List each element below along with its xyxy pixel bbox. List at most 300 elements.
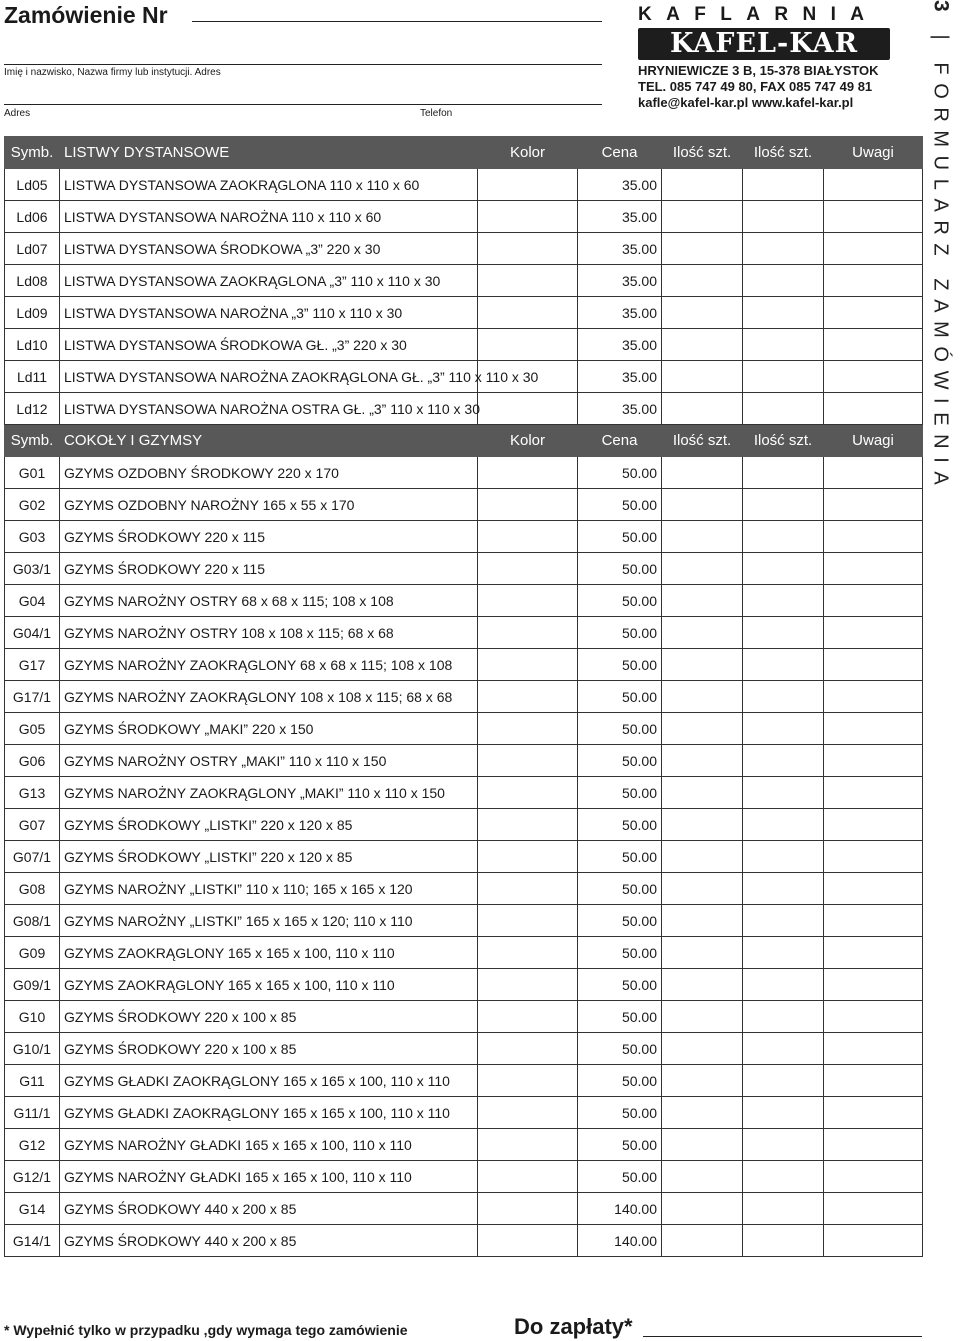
product-name-cell: GZYMS ŚRODKOWY „LISTKI” 220 x 120 x 85	[60, 809, 478, 841]
qty2-cell[interactable]	[743, 841, 824, 873]
notes-cell[interactable]	[824, 361, 923, 393]
qty2-cell[interactable]	[743, 393, 824, 425]
company-logo: KAFEL-KAR	[638, 28, 890, 60]
qty1-cell[interactable]	[662, 649, 743, 681]
price-cell: 50.00	[578, 1065, 662, 1097]
symbol-cell: G17/1	[5, 681, 60, 713]
color-cell[interactable]	[478, 1033, 578, 1065]
table-row	[5, 361, 923, 393]
color-cell[interactable]	[478, 1097, 578, 1129]
product-name-cell: GZYMS NAROŻNY OSTRY 68 x 68 x 115; 108 x 108	[60, 585, 478, 617]
qty1-cell[interactable]	[662, 873, 743, 905]
color-cell[interactable]	[478, 265, 578, 297]
price-cell: 50.00	[578, 649, 662, 681]
qty1-cell[interactable]	[662, 201, 743, 233]
qty2-cell[interactable]	[743, 809, 824, 841]
company-spaced-name: KAFLARNIA	[638, 4, 879, 25]
color-cell[interactable]	[478, 489, 578, 521]
symbol-cell: G07/1	[5, 841, 60, 873]
price-cell: 140.00	[578, 1225, 662, 1257]
table-row	[5, 649, 923, 681]
symbol-cell: G12/1	[5, 1161, 60, 1193]
qty2-cell[interactable]	[743, 905, 824, 937]
price-cell: 50.00	[578, 713, 662, 745]
qty2-cell[interactable]	[743, 937, 824, 969]
color-cell[interactable]	[478, 393, 578, 425]
table-row	[5, 1001, 923, 1033]
qty1-cell[interactable]	[662, 329, 743, 361]
symbol-cell: G11	[5, 1065, 60, 1097]
price-cell: 50.00	[578, 1001, 662, 1033]
qty2-cell[interactable]	[743, 585, 824, 617]
qty1-cell[interactable]	[662, 937, 743, 969]
notes-cell[interactable]	[824, 329, 923, 361]
color-cell[interactable]	[478, 169, 578, 201]
qty2-cell[interactable]	[743, 1097, 824, 1129]
product-name-cell: GZYMS NAROŻNY ZAOKRĄGLONY „MAKI” 110 x 110 x 150	[60, 777, 478, 809]
price-cell: 50.00	[578, 969, 662, 1001]
qty2-cell[interactable]	[743, 457, 824, 489]
qty2-cell[interactable]	[743, 1225, 824, 1257]
symbol-cell: G14/1	[5, 1225, 60, 1257]
table-row	[5, 265, 923, 297]
notes-cell[interactable]	[824, 489, 923, 521]
product-name-cell: GZYMS ZAOKRĄGLONY 165 x 165 x 100, 110 x 110	[60, 969, 478, 1001]
qty2-column-header: Ilość szt.	[743, 425, 824, 457]
qty2-cell[interactable]	[743, 1193, 824, 1225]
phone-label: Telefon	[420, 108, 453, 119]
qty1-cell[interactable]	[662, 297, 743, 329]
qty2-cell[interactable]	[743, 745, 824, 777]
table-row	[5, 489, 923, 521]
product-name-cell: GZYMS ŚRODKOWY „LISTKI” 220 x 120 x 85	[60, 841, 478, 873]
symbol-cell: G03	[5, 521, 60, 553]
qty2-cell[interactable]	[743, 1001, 824, 1033]
order-number-field[interactable]	[192, 21, 602, 22]
qty1-cell[interactable]	[662, 713, 743, 745]
company-address: HRYNIEWICZE 3 B, 15-378 BIAŁYSTOK	[638, 63, 879, 78]
color-cell[interactable]	[478, 969, 578, 1001]
color-cell[interactable]	[478, 585, 578, 617]
product-name-cell: LISTWA DYSTANSOWA NAROŻNA OSTRA GŁ. „3” 110 x 110 x 30	[60, 393, 478, 425]
symbol-cell: G08	[5, 873, 60, 905]
color-cell[interactable]	[478, 809, 578, 841]
color-cell[interactable]	[478, 1161, 578, 1193]
product-name-cell: GZYMS GŁADKI ZAOKRĄGLONY 165 x 165 x 100, 110 x 110	[60, 1065, 478, 1097]
product-name-cell: GZYMS ŚRODKOWY 220 x 100 x 85	[60, 1001, 478, 1033]
notes-cell[interactable]	[824, 1097, 923, 1129]
price-cell: 50.00	[578, 521, 662, 553]
symbol-column-header: Symb.	[5, 425, 60, 457]
product-name-cell: GZYMS NAROŻNY ZAOKRĄGLONY 68 x 68 x 115; 108 x 108	[60, 649, 478, 681]
qty1-cell[interactable]	[662, 233, 743, 265]
price-cell: 50.00	[578, 1097, 662, 1129]
qty1-cell[interactable]	[662, 393, 743, 425]
section-title: LISTWY DYSTANSOWE	[60, 137, 478, 169]
to-pay-label: Do zapłaty*	[514, 1314, 633, 1339]
notes-cell[interactable]	[824, 649, 923, 681]
table-row	[5, 809, 923, 841]
table-row	[5, 169, 923, 201]
price-cell: 50.00	[578, 617, 662, 649]
product-name-cell: GZYMS NAROŻNY OSTRY 108 x 108 x 115; 68 x 68	[60, 617, 478, 649]
price-cell: 35.00	[578, 201, 662, 233]
symbol-cell: Ld07	[5, 233, 60, 265]
qty2-cell[interactable]	[743, 265, 824, 297]
table-row	[5, 521, 923, 553]
qty1-column-header: Ilość szt.	[662, 137, 743, 169]
symbol-cell: G02	[5, 489, 60, 521]
notes-cell[interactable]	[824, 745, 923, 777]
table-row	[5, 873, 923, 905]
notes-cell[interactable]	[824, 713, 923, 745]
qty2-cell[interactable]	[743, 713, 824, 745]
product-name-cell: LISTWA DYSTANSOWA ŚRODKOWA GŁ. „3” 220 x 30	[60, 329, 478, 361]
symbol-cell: G06	[5, 745, 60, 777]
price-cell: 50.00	[578, 873, 662, 905]
notes-cell[interactable]	[824, 201, 923, 233]
color-cell[interactable]	[478, 1193, 578, 1225]
table-row	[5, 329, 923, 361]
notes-cell[interactable]	[824, 681, 923, 713]
form-number: 3	[929, 0, 953, 21]
qty2-cell[interactable]	[743, 489, 824, 521]
product-name-cell: LISTWA DYSTANSOWA NAROŻNA „3” 110 x 110 x 30	[60, 297, 478, 329]
form-name: | FORMULARZ ZAMÓWIENIA	[929, 34, 952, 494]
company-block	[638, 4, 900, 111]
symbol-cell: G17	[5, 649, 60, 681]
qty2-cell[interactable]	[743, 297, 824, 329]
product-name-cell: GZYMS ŚRODKOWY „MAKI” 220 x 150	[60, 713, 478, 745]
qty1-cell[interactable]	[662, 841, 743, 873]
symbol-cell: G09/1	[5, 969, 60, 1001]
page-title: Zamówienie Nr	[4, 2, 168, 28]
address-field[interactable]	[4, 104, 602, 105]
product-name-cell: GZYMS ŚRODKOWY 220 x 100 x 85	[60, 1033, 478, 1065]
notes-cell[interactable]	[824, 297, 923, 329]
notes-cell[interactable]	[824, 969, 923, 1001]
color-cell[interactable]	[478, 457, 578, 489]
notes-cell[interactable]	[824, 169, 923, 201]
notes-cell[interactable]	[824, 1225, 923, 1257]
symbol-cell: G03/1	[5, 553, 60, 585]
table-row	[5, 1097, 923, 1129]
qty1-cell[interactable]	[662, 489, 743, 521]
qty1-cell[interactable]	[662, 169, 743, 201]
color-cell[interactable]	[478, 649, 578, 681]
qty2-cell[interactable]	[743, 233, 824, 265]
product-name-cell: GZYMS ŚRODKOWY 220 x 115	[60, 553, 478, 585]
qty1-cell[interactable]	[662, 1097, 743, 1129]
qty2-cell[interactable]	[743, 777, 824, 809]
symbol-cell: G04	[5, 585, 60, 617]
qty1-cell[interactable]	[662, 265, 743, 297]
notes-column-header: Uwagi	[824, 425, 923, 457]
notes-cell[interactable]	[824, 873, 923, 905]
symbol-cell: Ld06	[5, 201, 60, 233]
notes-cell[interactable]	[824, 585, 923, 617]
table-row	[5, 553, 923, 585]
qty1-cell[interactable]	[662, 1225, 743, 1257]
color-cell[interactable]	[478, 297, 578, 329]
qty2-cell[interactable]	[743, 1033, 824, 1065]
color-cell[interactable]	[478, 1225, 578, 1257]
qty1-cell[interactable]	[662, 1001, 743, 1033]
price-cell: 50.00	[578, 745, 662, 777]
symbol-cell: Ld12	[5, 393, 60, 425]
qty1-cell[interactable]	[662, 809, 743, 841]
table-row	[5, 969, 923, 1001]
qty2-cell[interactable]	[743, 969, 824, 1001]
side-form-label	[921, 0, 960, 560]
product-name-cell: GZYMS NAROŻNY „LISTKI” 110 x 110; 165 x 165 x 120	[60, 873, 478, 905]
price-cell: 50.00	[578, 777, 662, 809]
symbol-cell: G10	[5, 1001, 60, 1033]
product-name-cell: GZYMS ZAOKRĄGLONY 165 x 165 x 100, 110 x 110	[60, 937, 478, 969]
table-row	[5, 937, 923, 969]
company-phones: TEL. 085 747 49 80, FAX 085 747 49 81	[638, 79, 873, 94]
price-cell: 140.00	[578, 1193, 662, 1225]
symbol-cell: Ld05	[5, 169, 60, 201]
qty2-cell[interactable]	[743, 1065, 824, 1097]
section-header	[5, 137, 923, 169]
notes-cell[interactable]	[824, 905, 923, 937]
qty1-cell[interactable]	[662, 777, 743, 809]
qty2-cell[interactable]	[743, 873, 824, 905]
table-row	[5, 681, 923, 713]
price-cell: 50.00	[578, 681, 662, 713]
qty1-column-header: Ilość szt.	[662, 425, 743, 457]
notes-cell[interactable]	[824, 521, 923, 553]
color-column-header: Kolor	[478, 425, 578, 457]
table-row	[5, 585, 923, 617]
notes-cell[interactable]	[824, 777, 923, 809]
qty2-column-header: Ilość szt.	[743, 137, 824, 169]
symbol-cell: G11/1	[5, 1097, 60, 1129]
qty2-cell[interactable]	[743, 681, 824, 713]
section-header	[5, 425, 923, 457]
color-cell[interactable]	[478, 521, 578, 553]
color-cell[interactable]	[478, 617, 578, 649]
qty1-cell[interactable]	[662, 1161, 743, 1193]
product-name-cell: LISTWA DYSTANSOWA NAROŻNA ZAOKRĄGLONA GŁ. „3” 110 x 110 x 30	[60, 361, 478, 393]
symbol-cell: Ld11	[5, 361, 60, 393]
table-row	[5, 1065, 923, 1097]
product-name-cell: GZYMS NAROŻNY „LISTKI” 165 x 165 x 120; 110 x 110	[60, 905, 478, 937]
order-title-row	[4, 0, 602, 30]
address-label: Adres	[4, 108, 31, 119]
notes-cell[interactable]	[824, 265, 923, 297]
price-cell: 50.00	[578, 585, 662, 617]
section-title: COKOŁY I GZYMSY	[60, 425, 478, 457]
color-cell[interactable]	[478, 745, 578, 777]
notes-cell[interactable]	[824, 841, 923, 873]
qty1-cell[interactable]	[662, 521, 743, 553]
table-row	[5, 777, 923, 809]
symbol-cell: G04/1	[5, 617, 60, 649]
notes-cell[interactable]	[824, 233, 923, 265]
product-name-cell: GZYMS ŚRODKOWY 440 x 200 x 85	[60, 1225, 478, 1257]
color-cell[interactable]	[478, 777, 578, 809]
color-cell[interactable]	[478, 841, 578, 873]
symbol-cell: G07	[5, 809, 60, 841]
symbol-cell: G05	[5, 713, 60, 745]
qty2-cell[interactable]	[743, 329, 824, 361]
price-cell: 50.00	[578, 1129, 662, 1161]
table-row	[5, 233, 923, 265]
price-cell: 50.00	[578, 937, 662, 969]
qty1-cell[interactable]	[662, 905, 743, 937]
table-row	[5, 1193, 923, 1225]
order-table	[4, 136, 923, 1257]
notes-cell[interactable]	[824, 617, 923, 649]
color-cell[interactable]	[478, 233, 578, 265]
qty1-cell[interactable]	[662, 361, 743, 393]
table-row	[5, 841, 923, 873]
name-label: Imię i nazwisko, Nazwa firmy lub instytucji. Adres	[4, 67, 221, 78]
symbol-cell: G09	[5, 937, 60, 969]
table-row	[5, 745, 923, 777]
table-row	[5, 393, 923, 425]
qty2-cell[interactable]	[743, 521, 824, 553]
notes-cell[interactable]	[824, 1033, 923, 1065]
to-pay-field[interactable]	[643, 1336, 922, 1337]
qty1-cell[interactable]	[662, 1065, 743, 1097]
symbol-cell: G08/1	[5, 905, 60, 937]
price-cell: 50.00	[578, 489, 662, 521]
table-row	[5, 1129, 923, 1161]
qty1-cell[interactable]	[662, 1193, 743, 1225]
qty1-cell[interactable]	[662, 681, 743, 713]
symbol-column-header: Symb.	[5, 137, 60, 169]
qty1-cell[interactable]	[662, 745, 743, 777]
notes-column-header: Uwagi	[824, 137, 923, 169]
notes-cell[interactable]	[824, 457, 923, 489]
price-cell: 50.00	[578, 809, 662, 841]
product-name-cell: GZYMS ŚRODKOWY 440 x 200 x 85	[60, 1193, 478, 1225]
color-cell[interactable]	[478, 1065, 578, 1097]
color-cell[interactable]	[478, 713, 578, 745]
qty2-cell[interactable]	[743, 169, 824, 201]
price-column-header: Cena	[578, 137, 662, 169]
price-cell: 50.00	[578, 841, 662, 873]
color-cell[interactable]	[478, 873, 578, 905]
notes-cell[interactable]	[824, 809, 923, 841]
product-name-cell: GZYMS NAROŻNY GŁADKI 165 x 165 x 100, 110 x 110	[60, 1161, 478, 1193]
company-contact: kafle@kafel-kar.pl www.kafel-kar.pl	[638, 95, 854, 110]
name-field[interactable]	[4, 64, 602, 65]
table-row	[5, 1225, 923, 1257]
table-row	[5, 1161, 923, 1193]
notes-cell[interactable]	[824, 937, 923, 969]
notes-cell[interactable]	[824, 1001, 923, 1033]
table-row	[5, 1033, 923, 1065]
qty1-cell[interactable]	[662, 553, 743, 585]
symbol-cell: G14	[5, 1193, 60, 1225]
price-cell: 35.00	[578, 265, 662, 297]
qty1-cell[interactable]	[662, 1129, 743, 1161]
product-name-cell: LISTWA DYSTANSOWA ZAOKRĄGLONA 110 x 110 x 60	[60, 169, 478, 201]
price-cell: 50.00	[578, 1033, 662, 1065]
symbol-cell: G10/1	[5, 1033, 60, 1065]
product-name-cell: GZYMS NAROŻNY ZAOKRĄGLONY 108 x 108 x 115; 68 x 68	[60, 681, 478, 713]
product-name-cell: LISTWA DYSTANSOWA NAROŻNA 110 x 110 x 60	[60, 201, 478, 233]
symbol-cell: Ld09	[5, 297, 60, 329]
table-row	[5, 201, 923, 233]
price-cell: 35.00	[578, 329, 662, 361]
notes-cell[interactable]	[824, 553, 923, 585]
notes-cell[interactable]	[824, 1193, 923, 1225]
product-name-cell: GZYMS OZDOBNY NAROŻNY 165 x 55 x 170	[60, 489, 478, 521]
symbol-cell: Ld10	[5, 329, 60, 361]
product-name-cell: GZYMS NAROŻNY GŁADKI 165 x 165 x 100, 110 x 110	[60, 1129, 478, 1161]
color-column-header: Kolor	[478, 137, 578, 169]
price-cell: 35.00	[578, 361, 662, 393]
color-cell[interactable]	[478, 329, 578, 361]
table-row	[5, 905, 923, 937]
symbol-cell: G13	[5, 777, 60, 809]
color-cell[interactable]	[478, 1129, 578, 1161]
notes-cell[interactable]	[824, 1161, 923, 1193]
price-cell: 35.00	[578, 169, 662, 201]
price-cell: 35.00	[578, 297, 662, 329]
qty1-cell[interactable]	[662, 457, 743, 489]
table-row	[5, 297, 923, 329]
product-name-cell: GZYMS GŁADKI ZAOKRĄGLONY 165 x 165 x 100, 110 x 110	[60, 1097, 478, 1129]
color-cell[interactable]	[478, 905, 578, 937]
price-column-header: Cena	[578, 425, 662, 457]
qty1-cell[interactable]	[662, 585, 743, 617]
color-cell[interactable]	[478, 1001, 578, 1033]
notes-cell[interactable]	[824, 1065, 923, 1097]
qty2-cell[interactable]	[743, 1161, 824, 1193]
table-row	[5, 713, 923, 745]
qty1-cell[interactable]	[662, 617, 743, 649]
table-row	[5, 617, 923, 649]
qty2-cell[interactable]	[743, 617, 824, 649]
product-name-cell: LISTWA DYSTANSOWA ZAOKRĄGLONA „3” 110 x 110 x 30	[60, 265, 478, 297]
symbol-cell: Ld08	[5, 265, 60, 297]
price-cell: 50.00	[578, 457, 662, 489]
color-cell[interactable]	[478, 937, 578, 969]
price-cell: 50.00	[578, 905, 662, 937]
qty2-cell[interactable]	[743, 201, 824, 233]
footnote: * Wypełnić tylko w przypadku ,gdy wymaga tego zamówienie	[4, 1322, 408, 1338]
table-row	[5, 457, 923, 489]
qty1-cell[interactable]	[662, 1033, 743, 1065]
price-cell: 35.00	[578, 233, 662, 265]
price-cell: 50.00	[578, 553, 662, 585]
product-name-cell: GZYMS ŚRODKOWY 220 x 115	[60, 521, 478, 553]
notes-cell[interactable]	[824, 393, 923, 425]
symbol-cell: G12	[5, 1129, 60, 1161]
qty2-cell[interactable]	[743, 361, 824, 393]
qty1-cell[interactable]	[662, 969, 743, 1001]
price-cell: 50.00	[578, 1161, 662, 1193]
product-name-cell: LISTWA DYSTANSOWA ŚRODKOWA „3” 220 x 30	[60, 233, 478, 265]
qty2-cell[interactable]	[743, 1129, 824, 1161]
color-cell[interactable]	[478, 553, 578, 585]
qty2-cell[interactable]	[743, 649, 824, 681]
color-cell[interactable]	[478, 681, 578, 713]
qty2-cell[interactable]	[743, 553, 824, 585]
price-cell: 35.00	[578, 393, 662, 425]
color-cell[interactable]	[478, 201, 578, 233]
product-name-cell: GZYMS NAROŻNY OSTRY „MAKI” 110 x 110 x 150	[60, 745, 478, 777]
product-name-cell: GZYMS OZDOBNY ŚRODKOWY 220 x 170	[60, 457, 478, 489]
notes-cell[interactable]	[824, 1129, 923, 1161]
symbol-cell: G01	[5, 457, 60, 489]
